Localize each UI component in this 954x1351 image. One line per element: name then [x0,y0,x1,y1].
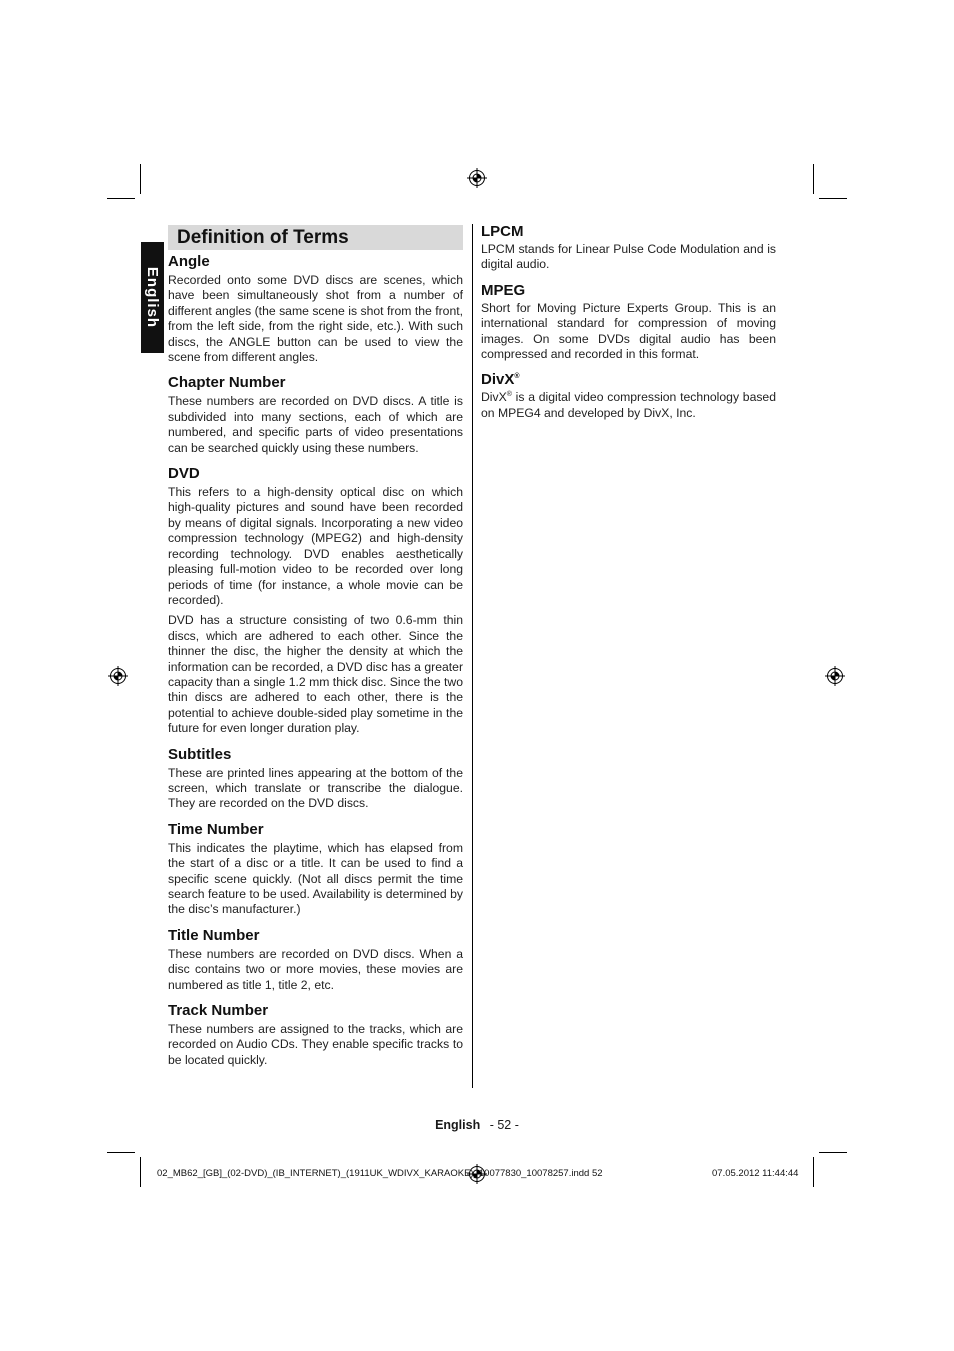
section-time-number [168,820,463,918]
registered-mark: ® [514,373,520,381]
crop-mark [140,164,141,194]
section-divx [481,370,776,421]
print-slug-file: 02_MB62_[GB]_(02-DVD)_(IB_INTERNET)_(1911UK_WDIVX_KARAOKE)_10077830_10078257.indd 52 [157,1168,603,1179]
registration-mark-icon [108,666,128,686]
section-lpcm [481,222,776,273]
crop-mark [813,1157,814,1187]
section-angle [168,252,463,365]
section-title-number [168,926,463,993]
page-number: - 52 - [489,1118,519,1132]
section-heading: DVD [168,465,200,483]
section-chapter-number [168,373,463,456]
left-column [168,252,463,1068]
page-title: Definition of Terms [168,225,463,250]
section-heading: Subtitles [168,745,232,763]
section-text: These numbers are recorded on DVD discs. A title is subdivided into many sections, each of which are numbered, and specific parts of video presentations can be searched quickly using these numbers. [168,394,463,455]
registration-mark-icon [825,666,845,686]
section-subtitles [168,745,463,812]
print-slug-date: 07.05.2012 11:44:44 [712,1168,799,1179]
divx-text-prefix: DivX [481,390,507,405]
page-footer [0,1118,954,1132]
section-text: This refers to a high-density optical disc on which high-quality pictures and sound have been recorded by means of digital signals. Incorporating a new video compression technology (MPEG2) and high-density recording technology. DVD enables aesthetically pleasing full-motion video to be recorded over long periods of time (for instance, a whole movie can be recorded). [168,485,463,607]
registered-mark: ® [506,391,512,399]
section-heading: Title Number [168,926,260,944]
section-mpeg [481,281,776,363]
section-dvd [168,464,463,737]
section-heading: Track Number [168,1002,269,1020]
divx-text-rest: is a digital video compression technology based on MPEG4 and developed by DivX, Inc. [481,390,776,420]
section-text: These are printed lines appearing at the bottom of the screen, which translate or transcribe the dialogue. They are recorded on the DVD discs. [168,765,463,811]
section-heading: Time Number [168,820,264,838]
section-track-number [168,1001,463,1068]
crop-mark [107,198,135,199]
language-tab-label: English [144,266,162,329]
section-heading [481,370,776,390]
crop-mark [813,164,814,194]
footer-language: English [435,1118,481,1132]
section-text: This indicates the playtime, which has elapsed from the start of a disc or a title. It can be used to find a specific scene quickly. (Not all discs permit the time search feature to be used. Availability is determined by the disc’s manufacturer.) [168,840,463,917]
section-text: These numbers are recorded on DVD discs. When a disc contains two or more movies, these movies are numbered as title 1, title 2, etc. [168,946,463,992]
section-heading: MPEG [481,281,526,299]
language-tab [141,242,164,353]
right-column [481,222,776,421]
column-divider [472,224,473,1088]
crop-mark [107,1152,135,1153]
section-text: LPCM stands for Linear Pulse Code Modulation and is digital audio. [481,242,776,272]
crop-mark [819,1152,847,1153]
crop-mark [819,198,847,199]
section-text: Short for Moving Picture Experts Group. This is an international standard for compression of moving images. On some DVDs digital audio has been compressed and recorded in this format. [481,300,776,362]
section-text: DVD has a structure consisting of two 0.6-mm thin discs, which are adhered to each other. Since the thinner the disc, the higher the density at which the information can be recorded, a DVD disc has a greater capacity than a single 1.2 mm thick disc. Since the two thin discs are adhered to each other, there is the potential to achieve double-sided play sometime in the future for even longer duration play. [168,613,463,736]
crop-mark [140,1157,141,1187]
section-heading: LPCM [481,223,524,240]
section-text: These numbers are assigned to the tracks, which are recorded on Audio CDs. They enable specific tracks to be located quickly. [168,1022,463,1067]
section-text [481,390,776,421]
registration-mark-icon [467,168,487,188]
divx-heading-text: DivX [481,371,515,389]
section-heading: Angle [168,253,210,270]
section-text: Recorded onto some DVD discs are scenes, which have been simultaneously shot from a number of different angles (the same scene is shot from the front, from the left side, from the right side, etc.). With such discs, the ANGLE button can be used to view the scene from different angles. [168,273,463,365]
section-heading: Chapter Number [168,374,286,392]
